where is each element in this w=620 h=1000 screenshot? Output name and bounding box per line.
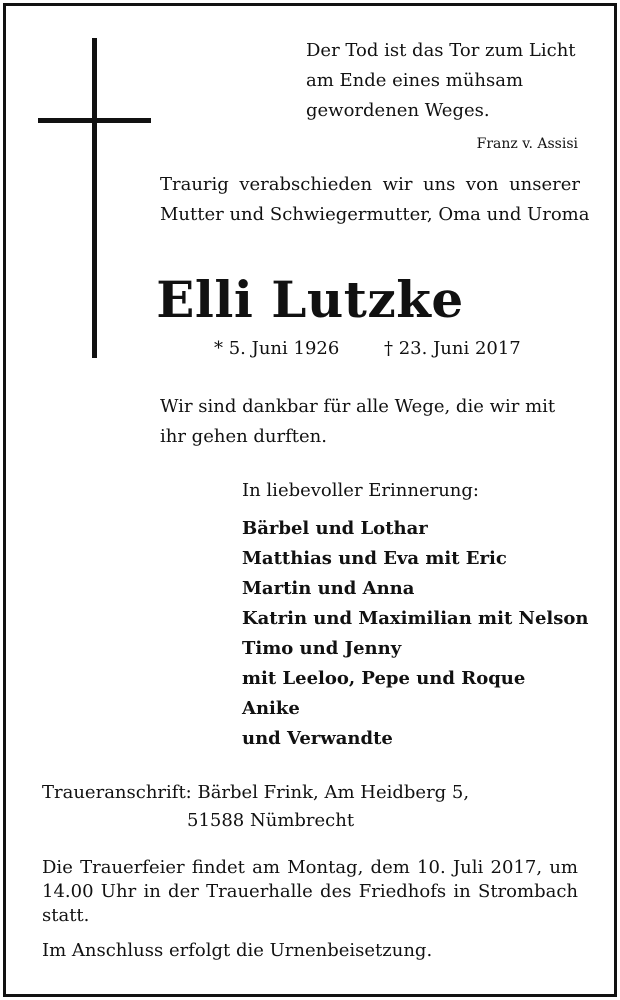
family-member: und Verwandte bbox=[242, 728, 393, 749]
remembrance-label: In liebevoller Erinnerung: bbox=[242, 480, 479, 501]
birth-date: * 5. Juni 1926 bbox=[214, 338, 340, 359]
quote-line: Der Tod ist das Tor zum Licht bbox=[306, 40, 576, 61]
cross-horizontal-bar bbox=[38, 118, 151, 123]
mourning-address: Traueranschrift: Bärbel Frink, Am Heidberg 5, bbox=[42, 782, 470, 803]
deceased-name: Elli Lutzke bbox=[156, 270, 464, 329]
family-member: Katrin und Maximilian mit Nelson bbox=[242, 608, 589, 629]
quote bbox=[306, 36, 576, 126]
family-member: mit Leeloo, Pepe und Roque bbox=[242, 668, 526, 689]
intro-line: Mutter und Schwiegermutter, Oma und Uroma bbox=[160, 204, 590, 225]
life-dates bbox=[214, 338, 521, 359]
thanks-text: Wir sind dankbar für alle Wege, die wir mit ihr gehen durften. bbox=[160, 396, 556, 447]
burial-info: Im Anschluss erfolgt die Urnenbeisetzung. bbox=[42, 940, 433, 961]
intro-text bbox=[160, 170, 590, 230]
quote-line: am Ende eines mühsam bbox=[306, 70, 524, 91]
family-list bbox=[242, 514, 589, 754]
family-member: Matthias und Eva mit Eric bbox=[242, 548, 507, 569]
family-member: Bärbel und Lothar bbox=[242, 518, 428, 539]
family-member: Timo und Jenny bbox=[242, 638, 402, 659]
intro-line: Traurig verabschieden wir uns von unserer bbox=[160, 174, 580, 195]
mourning-address-city: 51588 Nümbrecht bbox=[187, 810, 355, 831]
quote-author: Franz v. Assisi bbox=[476, 136, 578, 152]
quote-line: gewordenen Weges. bbox=[306, 100, 490, 121]
death-date: † 23. Juni 2017 bbox=[384, 338, 521, 359]
family-member: Anike bbox=[242, 698, 300, 719]
service-info: Die Trauerfeier findet am Montag, dem 10. Juli 2017, um 14.00 Uhr in der Trauerhalle des Friedhofs in Strombach statt. bbox=[42, 857, 578, 926]
family-member: Martin und Anna bbox=[242, 578, 415, 599]
